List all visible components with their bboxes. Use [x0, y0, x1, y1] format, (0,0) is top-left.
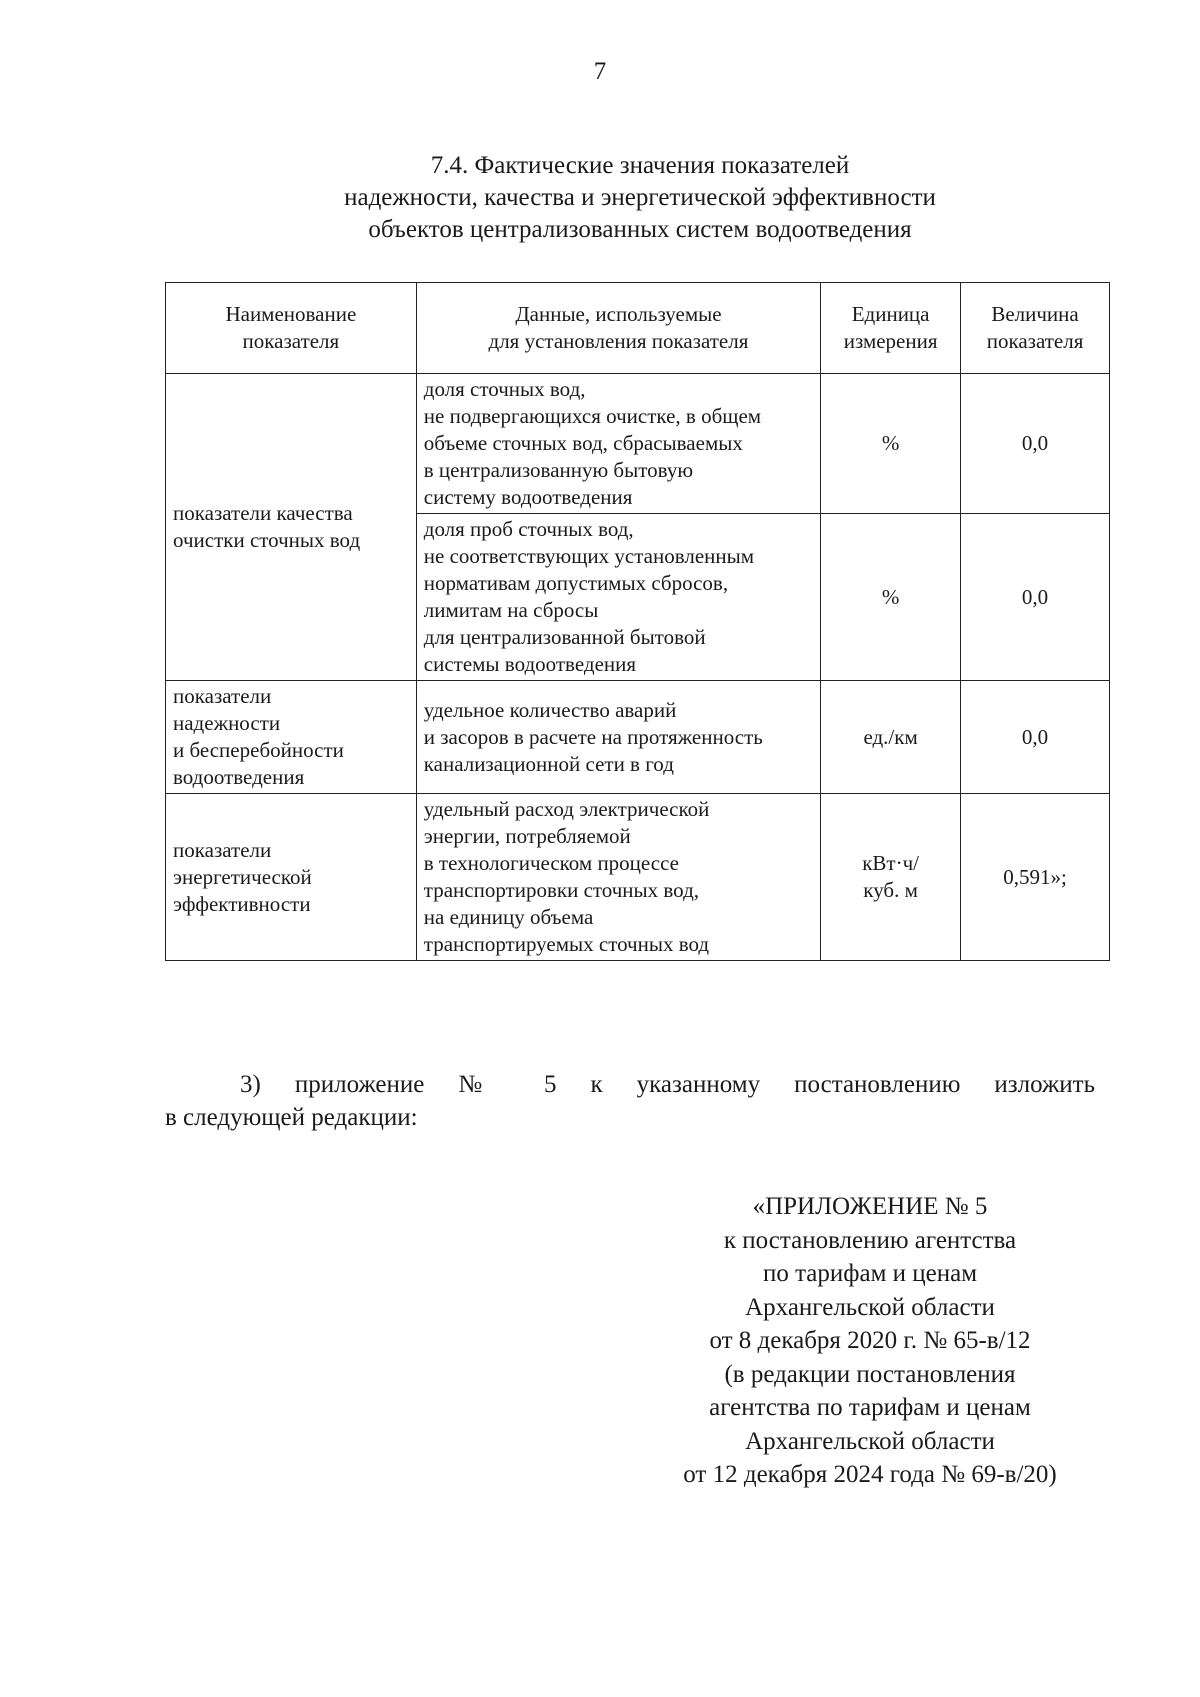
unit-cell: %: [821, 374, 961, 514]
appendix-line: Архангельской области: [745, 1293, 995, 1321]
section-title-line: объектов централизованных систем водоотведения: [368, 216, 912, 243]
unit-cell: %: [821, 514, 961, 681]
appendix-line: по тарифам и ценам: [762, 1260, 978, 1287]
amendment-paragraph: [165, 1068, 1095, 1134]
appendix-line: к постановлению агентства: [723, 1226, 1017, 1254]
appendix-heading: [640, 1190, 1100, 1492]
paragraph-line: в следующей редакции:: [165, 1104, 418, 1131]
appendix-line: агентства по тарифам и ценам: [709, 1394, 1031, 1421]
indicator-data-cell: доля сточных вод, не подвергающихся очистке, в общем объеме сточных вод, сбрасываемых в централизованную бытовую систему водоотведения: [416, 374, 820, 514]
value-cell: 0,591»;: [961, 794, 1110, 961]
table-row: [166, 374, 1110, 514]
header-name: Наименование показателя: [166, 283, 417, 374]
indicator-data-cell: удельное количество аварий и засоров в расчете на протяженность канализационной сети в год: [416, 681, 820, 794]
unit-cell: кВт·ч/ куб. м: [821, 794, 961, 961]
table-header-row: [166, 283, 1110, 374]
section-title-line: надежности, качества и энергетической эффективности: [344, 184, 936, 211]
table-row: [166, 681, 1110, 794]
indicators-table: [165, 282, 1110, 961]
unit-cell: ед./км: [821, 681, 961, 794]
page-number: 7: [593, 58, 607, 85]
indicator-name-cell: показатели энергетической эффективности: [166, 794, 417, 961]
header-data: Данные, используемые для установления показателя: [416, 283, 820, 374]
appendix-line: (в редакции постановления: [724, 1360, 1016, 1388]
indicator-data-cell: доля проб сточных вод, не соответствующих установленным нормативам допустимых сбросов, лимитам на сбросы для централизованной бытовой системы водоотведения: [416, 514, 820, 681]
value-cell: 0,0: [961, 514, 1110, 681]
paragraph-line: 3) приложение № 5 к указанному постановлению изложить: [240, 1071, 1095, 1098]
indicator-name-cell: показатели качества очистки сточных вод: [166, 374, 417, 681]
appendix-line: «ПРИЛОЖЕНИЕ № 5: [752, 1193, 988, 1220]
indicator-data-cell: удельный расход электрической энергии, потребляемой в технологическом процессе транспортировки сточных вод, на единицу объема транспортируемых сточных вод: [416, 794, 820, 961]
table-row: [166, 794, 1110, 961]
appendix-line: Архангельской области: [745, 1427, 995, 1455]
value-cell: 0,0: [961, 374, 1110, 514]
header-value: Величина показателя: [961, 283, 1110, 374]
header-unit: Единица измерения: [821, 283, 961, 374]
indicator-name-cell: показатели надежности и бесперебойности водоотведения: [166, 681, 417, 794]
section-title-line: 7.4. Фактические значения показателей: [430, 152, 850, 179]
appendix-line: от 12 декабря 2024 года № 69-в/20): [683, 1461, 1057, 1488]
section-title: [160, 150, 1120, 246]
appendix-line: от 8 декабря 2020 г. № 65-в/12: [709, 1327, 1031, 1354]
value-cell: 0,0: [961, 681, 1110, 794]
